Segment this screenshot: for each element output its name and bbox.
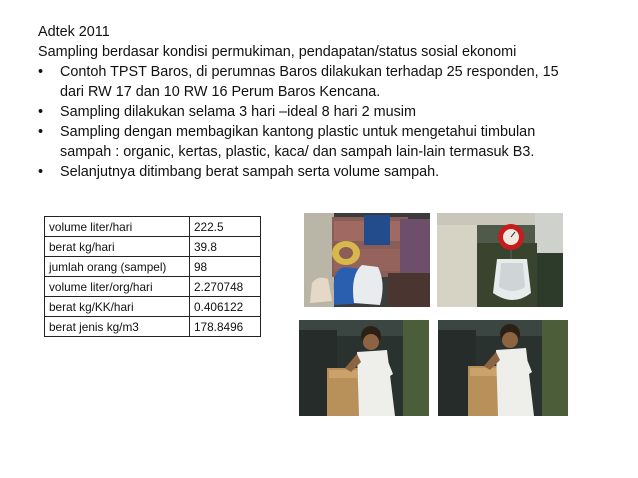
table-cell-label: berat kg/hari	[45, 237, 190, 257]
table-cell-value: 0.406122	[190, 297, 261, 317]
table-cell-label: volume liter/org/hari	[45, 277, 190, 297]
table-cell-value: 2.270748	[190, 277, 261, 297]
bullet-text-continued: sampah : organic, kertas, plastic, kaca/ dan sampah lain-lain termasuk B3.	[60, 144, 535, 160]
bullet-text: Sampling dilakukan selama 3 hari –ideal 8 hari 2 musim	[60, 104, 416, 120]
bullet-dot-icon: •	[38, 104, 44, 120]
bullet-text-continued: dari RW 17 dan 10 RW 16 Perum Baros Kencana.	[60, 84, 381, 100]
table-cell-value: 178.8496	[190, 317, 261, 337]
table-row	[45, 297, 261, 317]
table-cell-label: berat jenis kg/m3	[45, 317, 190, 337]
bullet-item	[38, 162, 618, 182]
table-cell-label: volume liter/hari	[45, 217, 190, 237]
table-cell-label: berat kg/KK/hari	[45, 297, 190, 317]
hanging-scale-photo	[437, 213, 563, 307]
slide-subtitle: Sampling berdasar kondisi permukiman, pendapatan/status sosial ekonomi	[38, 44, 517, 60]
bullet-text: Selanjutnya ditimbang berat sampah serta volume sampah.	[60, 164, 440, 180]
table-cell-label: jumlah orang (sampel)	[45, 257, 190, 277]
measuring-box-photo	[299, 320, 429, 416]
bullet-item	[38, 62, 618, 102]
table-row	[45, 217, 261, 237]
bullet-text: Contoh TPST Baros, di perumnas Baros dilakukan terhadap 25 responden, 15	[60, 64, 559, 80]
text-block	[38, 22, 618, 182]
bullet-text: Sampling dengan membagikan kantong plastic untuk mengetahui timbulan	[60, 124, 536, 140]
table-cell-value: 39.8	[190, 237, 261, 257]
bullet-item	[38, 122, 618, 162]
bullet-list	[38, 62, 618, 182]
measuring-box-photo	[438, 320, 568, 416]
table-row	[45, 257, 261, 277]
bullet-dot-icon: •	[38, 124, 44, 140]
table-cell-value: 98	[190, 257, 261, 277]
table-cell-value: 222.5	[190, 217, 261, 237]
bullet-item	[38, 102, 618, 122]
table-row	[45, 237, 261, 257]
slide-title: Adtek 2011	[38, 24, 110, 40]
bullet-dot-icon: •	[38, 64, 44, 80]
table-row	[45, 277, 261, 297]
bullet-dot-icon: •	[38, 164, 44, 180]
garbage-bags-photo	[304, 213, 430, 307]
data-table	[44, 216, 261, 337]
table-row	[45, 317, 261, 337]
